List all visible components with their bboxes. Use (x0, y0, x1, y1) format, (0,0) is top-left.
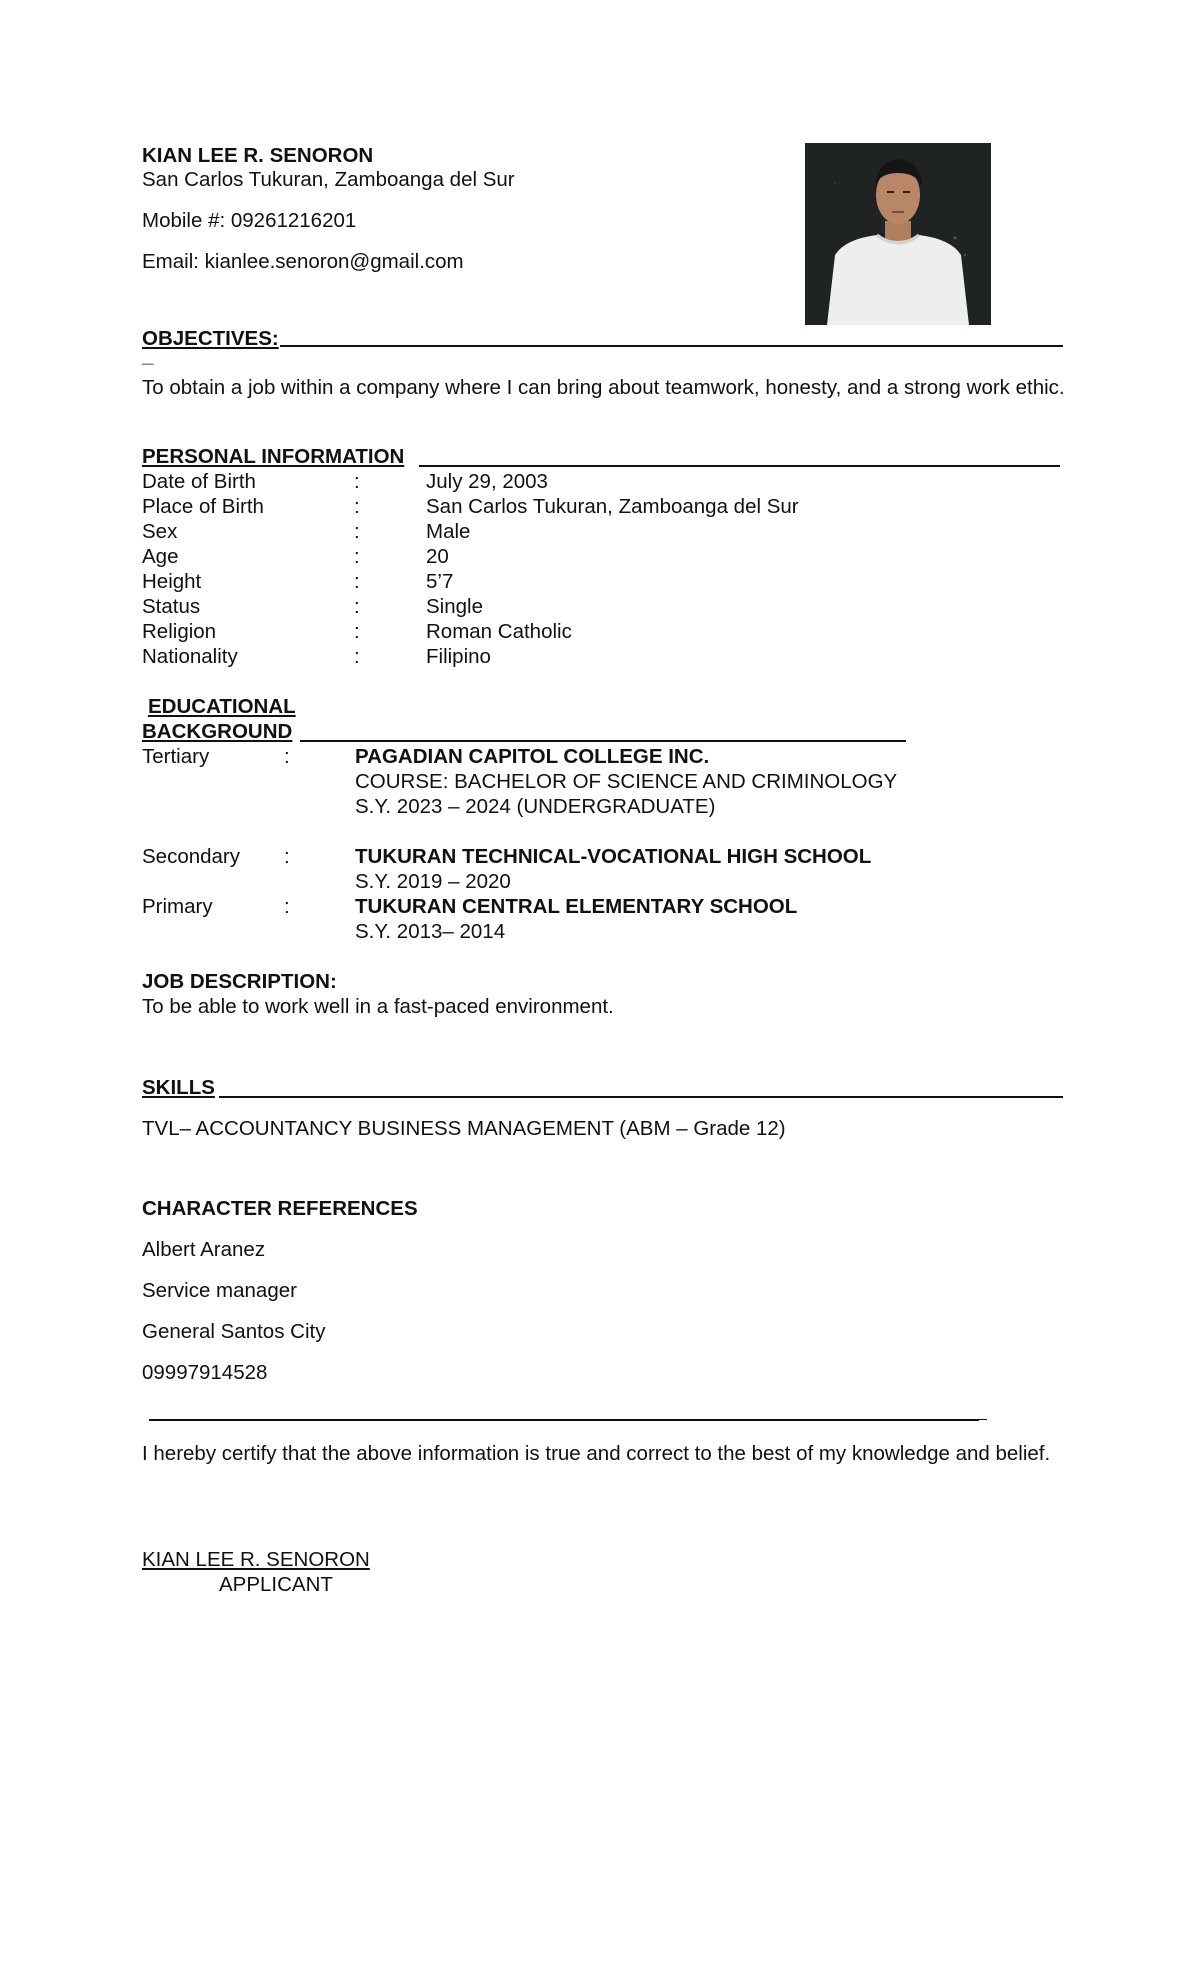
personal-label-sex: Sex (142, 520, 178, 543)
education-school-tertiary: PAGADIAN CAPITOL COLLEGE INC. (355, 745, 710, 768)
personal-value-status: Single (426, 595, 483, 618)
personal-sep: : (354, 470, 360, 493)
personal-sep: : (354, 645, 360, 668)
personal-sep: : (354, 495, 360, 518)
education-level-tertiary: Tertiary (142, 745, 210, 768)
personal-label-height: Height (142, 570, 202, 593)
reference-phone: 09997914528 (142, 1361, 268, 1384)
personal-sep: : (354, 620, 360, 643)
personal-value-religion: Roman Catholic (426, 620, 572, 643)
objectives-rule (280, 345, 1063, 347)
education-year-primary: S.Y. 2013– 2014 (355, 920, 506, 943)
skills-rule (219, 1096, 1063, 1098)
signature-name: KIAN LEE R. SENORON (142, 1548, 370, 1571)
personal-sep: : (354, 595, 360, 618)
personal-label-status: Status (142, 595, 201, 618)
personal-value-height: 5’7 (426, 570, 454, 593)
education-sep: : (284, 745, 290, 768)
objectives-dash: _ (142, 344, 154, 367)
education-level-secondary: Secondary (142, 845, 241, 868)
job-description-heading: JOB DESCRIPTION: (142, 970, 337, 993)
personal-value-dob: July 29, 2003 (426, 470, 548, 493)
certification-divider-tail (979, 1419, 987, 1420)
education-heading-line1: EDUCATIONAL (148, 695, 296, 718)
address: San Carlos Tukuran, Zamboanga del Sur (142, 168, 515, 191)
education-sep: : (284, 895, 290, 918)
personal-value-sex: Male (426, 520, 471, 543)
applicant-photo (805, 143, 991, 325)
personal-sep: : (354, 545, 360, 568)
education-year-secondary: S.Y. 2019 – 2020 (355, 870, 511, 893)
personal-sep: : (354, 570, 360, 593)
education-year-tertiary: S.Y. 2023 – 2024 (UNDERGRADUATE) (355, 795, 716, 818)
education-school-secondary: TUKURAN TECHNICAL-VOCATIONAL HIGH SCHOOL (355, 845, 872, 868)
personal-info-rule (419, 465, 1060, 467)
personal-value-pob: San Carlos Tukuran, Zamboanga del Sur (426, 495, 799, 518)
references-heading: CHARACTER REFERENCES (142, 1197, 418, 1220)
certification-divider (149, 1419, 979, 1421)
personal-info-heading: PERSONAL INFORMATION (142, 445, 405, 468)
personal-label-religion: Religion (142, 620, 217, 643)
personal-label-pob: Place of Birth (142, 495, 264, 518)
signature-title: APPLICANT (219, 1573, 333, 1596)
objectives-heading-text: OBJECTIVES: (142, 327, 279, 350)
skills-heading: SKILLS (142, 1076, 215, 1099)
education-course-tertiary: COURSE: BACHELOR OF SCIENCE AND CRIMINOLOGY (355, 770, 898, 793)
mobile-number: Mobile #: 09261216201 (142, 209, 357, 232)
personal-value-nationality: Filipino (426, 645, 491, 668)
personal-value-age: 20 (426, 545, 449, 568)
reference-city: General Santos City (142, 1320, 326, 1343)
applicant-name: KIAN LEE R. SENORON (142, 144, 374, 167)
objectives-heading (142, 326, 279, 351)
education-sep: : (284, 845, 290, 868)
education-heading-line2: BACKGROUND (142, 720, 293, 743)
education-school-primary: TUKURAN CENTRAL ELEMENTARY SCHOOL (355, 895, 798, 918)
reference-name: Albert Aranez (142, 1238, 266, 1261)
personal-label-age: Age (142, 545, 179, 568)
objectives-text: To obtain a job within a company where I can bring about teamwork, honesty, and a strong work ethic. (142, 376, 1065, 399)
job-description-text: To be able to work well in a fast-paced environment. (142, 995, 614, 1018)
personal-label-dob: Date of Birth (142, 470, 256, 493)
personal-label-nationality: Nationality (142, 645, 238, 668)
certification-text: I hereby certify that the above information is true and correct to the best of my knowledge and belief. (142, 1442, 1051, 1465)
reference-position: Service manager (142, 1279, 297, 1302)
education-level-primary: Primary (142, 895, 213, 918)
personal-sep: : (354, 520, 360, 543)
education-rule (300, 740, 906, 742)
person-photo-icon (805, 143, 991, 325)
email: Email: kianlee.senoron@gmail.com (142, 250, 464, 273)
skills-text: TVL– ACCOUNTANCY BUSINESS MANAGEMENT (ABM – Grade 12) (142, 1117, 786, 1140)
